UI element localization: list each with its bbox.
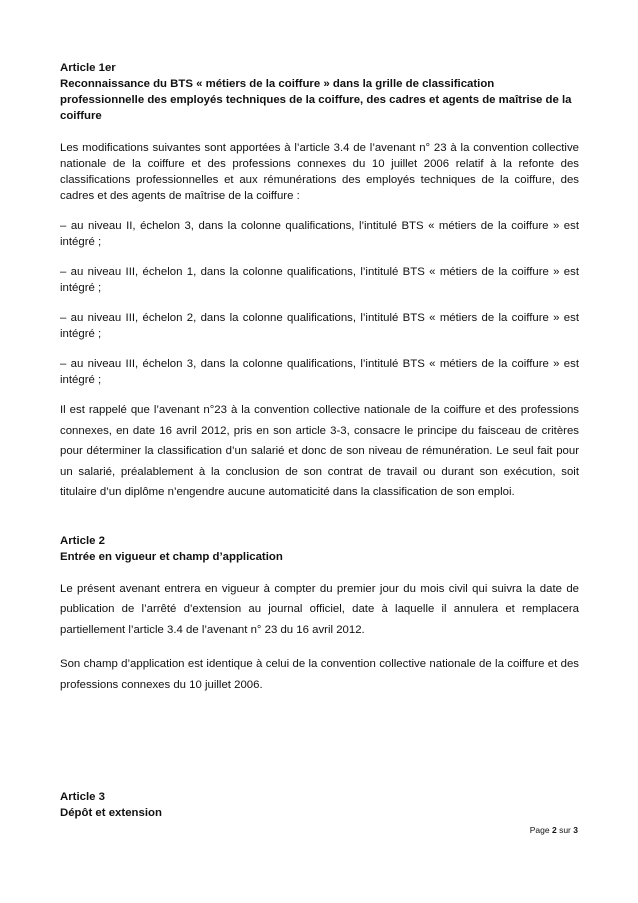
article-2-title: Entrée en vigueur et champ d’application [60, 550, 283, 563]
article-2-number: Article 2 [60, 534, 105, 547]
footer-page-number: 2 [551, 825, 557, 835]
article-2-paragraph-1: Le présent avenant entrera en vigueur à compter du premier jour du mois civil qui suivra la date de publication de l’arrêté d’extension au journal officiel, date à laquelle il annulera et remplacera partiellement l’article 3.4 de l’avenant n° 23 du 16 avril 2012. [60, 582, 579, 636]
article-1-intro: Les modifications suivantes sont apportées à l’article 3.4 de l’avenant n° 23 à la convention collective nationale de la coiffure et des professions connexes du 10 juillet 2006 relatif à la refonte des classifications professionnelles et aux rémunérations des employés techniques de la coiffure, des cadres et des agents de maîtrise de la coiffure : [60, 142, 579, 202]
page-footer [530, 825, 578, 835]
article-2-paragraph-2: Son champ d’application est identique à celui de la convention collective nationale de la coiffure et des professions connexes du 10 juillet 2006. [60, 658, 579, 691]
article-1-number: Article 1er [60, 62, 116, 74]
footer-total-pages: 3 [573, 825, 578, 835]
footer-of-word: sur [559, 825, 571, 835]
article-1-item-4: – au niveau III, échelon 3, dans la colonne qualifications, l’intitulé BTS « métiers de la coiffure » est intégré ; [60, 358, 579, 386]
article-1-reminder: Il est rappelé que l’avenant n°23 à la convention collective nationale de la coiffure et des professions connexes, en date 16 avril 2012, pris en son article 3-3, consacre le principe du faisceau de critères pour déterminer la classification d’un salarié et donc de son niveau de rémunération. Le seul fait pour un salarié, préalablement à la conclusion de son contrat de travail ou durant son exécution, soit titulaire d’un diplôme n’engendre aucune automaticité dans la classification de son emploi. [60, 404, 579, 498]
article-1-item-2: – au niveau III, échelon 1, dans la colonne qualifications, l’intitulé BTS « métiers de la coiffure » est intégré ; [60, 266, 579, 294]
article-1-title: Reconnaissance du BTS « métiers de la coiffure » dans la grille de classification professionnelle des employés techniques de la coiffure, des cadres et agents de maîtrise de la coiffure [60, 78, 572, 122]
article-3-title: Dépôt et extension [60, 807, 162, 819]
document-page [60, 60, 579, 821]
article-1-item-3: – au niveau III, échelon 2, dans la colonne qualifications, l’intitulé BTS « métiers de la coiffure » est intégré ; [60, 312, 579, 340]
article-3-number: Article 3 [60, 791, 105, 803]
footer-page-word: Page [529, 825, 550, 835]
article-1-item-1: – au niveau II, échelon 3, dans la colonne qualifications, l’intitulé BTS « métiers de la coiffure » est intégré ; [60, 220, 579, 248]
